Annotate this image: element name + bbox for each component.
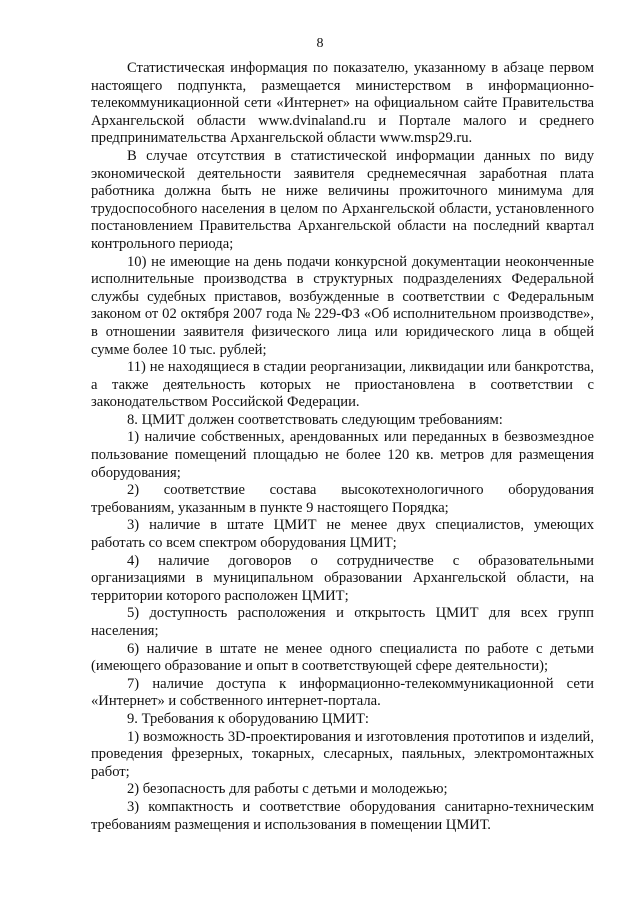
paragraph-section-8-item-2: 2) соответствие состава высокотехнологичного оборудования требованиям, указанным в пункте 9 настоящего Порядка; [91, 482, 594, 516]
paragraph-statistics-publication: Статистическая информация по показателю, указанному в абзаце первом настоящего подпункта, размещается министерством в информационно-телекоммуникационной сети «Интернет» на официальном сайте Правительства Архангельской области www.dvinaland.ru и Портале малого и среднего предпринимательства Архангельской области www.msp29.ru. [91, 60, 594, 147]
paragraph-section-9-item-3: 3) компактность и соответствие оборудования санитарно-техническим требованиям размещения и использования в помещении ЦМИТ. [91, 798, 594, 833]
paragraph-section-8-item-6: 6) наличие в штате не менее одного специалиста по работе с детьми (имеющего образование и опыт в соответствующей сфере деятельности); [91, 640, 594, 675]
page-number: 8 [316, 36, 324, 51]
paragraph-section-8-item-1: 1) наличие собственных, арендованных или переданных в безвозмездное пользование помещений площадью не более 120 кв. метров для размещения оборудования; [91, 429, 594, 481]
paragraph-section-8-item-3: 3) наличие в штате ЦМИТ не менее двух специалистов, умеющих работать со всем спектром оборудования ЦМИТ; [91, 517, 594, 552]
paragraph-section-9-item-1: 1) возможность 3D-проектирования и изготовления прототипов и изделий, проведения фрезерных, токарных, слесарных, паяльных, электромонтажных работ; [91, 728, 594, 780]
paragraph-item-11-reorganization: 11) не находящиеся в стадии реорганизации, ликвидации или банкротства, а также деятельность которых не приостановлена в соответствии с законодательством Российской Федерации. [91, 359, 594, 411]
paragraph-section-8-heading: 8. ЦМИТ должен соответствовать следующим требованиям: [127, 411, 503, 428]
document-body [91, 60, 594, 834]
paragraph-section-9-item-2: 2) безопасность для работы с детьми и молодежью; [127, 781, 448, 798]
paragraph-section-8-item-4: 4) наличие договоров о сотрудничестве с образовательными организациями в муниципальном образовании Архангельской области, на территории которого расположен ЦМИТ; [91, 552, 594, 604]
paragraph-section-9-heading: 9. Требования к оборудованию ЦМИТ: [127, 710, 369, 727]
paragraph-minimum-wage-fallback: В случае отсутствия в статистической информации данных по виду экономической деятельности заявителя среднемесячная заработная плата работника должна быть не ниже величины прожиточного минимума для трудоспособного населения в целом по Архангельской области, установленного постановлением Правительства Архангельской области на последний квартал контрольного периода; [91, 147, 594, 252]
paragraph-section-8-item-7: 7) наличие доступа к информационно-телекоммуникационной сети «Интернет» и собственного интернет-портала. [91, 675, 594, 710]
paragraph-item-10-enforcement: 10) не имеющие на день подачи конкурсной документации неоконченные исполнительные производства в структурных подразделениях Федеральной службы судебных приставов, возбужденные в соответствии с Федеральным законом от 02 октября 2007 года № 229-ФЗ «Об исполнительном производстве», в отношении заявителя физического лица или юридического лица в общей сумме более 10 тыс. рублей; [91, 253, 594, 358]
paragraph-section-8-item-5: 5) доступность расположения и открытость ЦМИТ для всех групп населения; [91, 605, 594, 639]
